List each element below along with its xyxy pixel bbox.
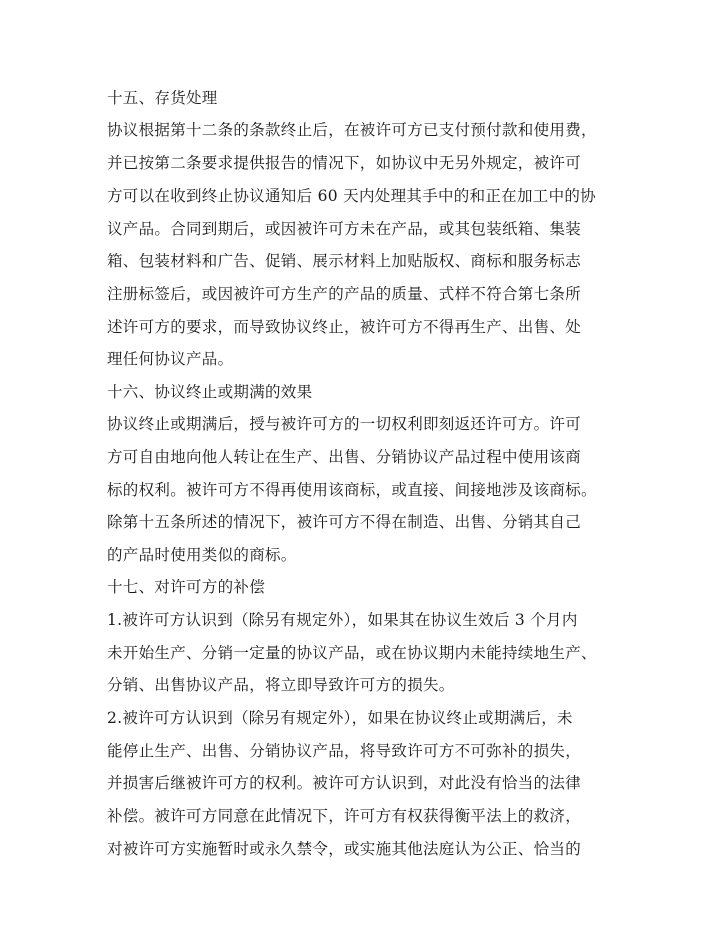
paragraph-line: 议产品。合同到期后，或因被许可方未在产品，或其包装纸箱、集装 xyxy=(107,220,582,238)
paragraph-line: 协议根据第十二条的条款终止后，在被许可方已支付预付款和使用费， xyxy=(107,121,597,139)
paragraph-line: 能停止生产、出售、分销协议产品，将导致许可方不可弥补的损失， xyxy=(107,742,582,760)
paragraph-line: 理任何协议产品。 xyxy=(107,350,234,368)
section-heading-17: 十七、对许可方的补偿 xyxy=(107,578,266,596)
paragraph-line: 2.被许可方认识到（除另有规定外），如果在协议终止或期满后，未 xyxy=(107,709,573,727)
paragraph-line: 方可自由地向他人转让在生产、出售、分销协议产品过程中使用该商 xyxy=(107,448,582,466)
paragraph-line: 分销、出售协议产品，将立即导致许可方的损失。 xyxy=(107,676,455,694)
paragraph-line: 的产品时使用类似的商标。 xyxy=(107,546,297,564)
paragraph-line: 协议终止或期满后，授与被许可方的一切权利即刻返还许可方。许可 xyxy=(107,415,582,433)
paragraph-line: 注册标签后，或因被许可方生产的产品的质量、式样不符合第七条所 xyxy=(107,285,582,303)
section-heading-16: 十六、协议终止或期满的效果 xyxy=(107,383,313,401)
paragraph-line: 标的权利。被许可方不得再使用该商标，或直接、间接地涉及该商标。 xyxy=(107,481,597,499)
paragraph-line: 箱、包装材料和广告、促销、展示材料上加贴版权、商标和服务标志 xyxy=(107,252,582,270)
paragraph-line: 并损害后继被许可方的权利。被许可方认识到，对此没有恰当的法律 xyxy=(107,774,582,792)
paragraph-line: 未开始生产、分销一定量的协议产品，或在协议期内未能持续地生产、 xyxy=(107,644,597,662)
paragraph-line: 并已按第二条要求提供报告的情况下，如协议中无另外规定，被许可 xyxy=(107,154,582,172)
paragraph-line: 方可以在收到终止协议通知后 60 天内处理其手中的和正在加工中的协 xyxy=(107,187,596,205)
paragraph-line: 补偿。被许可方同意在此情况下，许可方有权获得衡平法上的救济， xyxy=(107,807,582,825)
paragraph-line: 1.被许可方认识到（除另有规定外），如果其在协议生效后 3 个月内 xyxy=(107,611,578,629)
paragraph-line: 述许可方的要求，而导致协议终止，被许可方不得再生产、出售、处 xyxy=(107,318,582,336)
paragraph-line: 除第十五条所述的情况下，被许可方不得在制造、出售、分销其自己 xyxy=(107,513,582,531)
section-heading-15: 十五、存货处理 xyxy=(107,89,218,107)
paragraph-line: 对被许可方实施暂时或永久禁令，或实施其他法庭认为公正、恰当的 xyxy=(107,840,582,858)
